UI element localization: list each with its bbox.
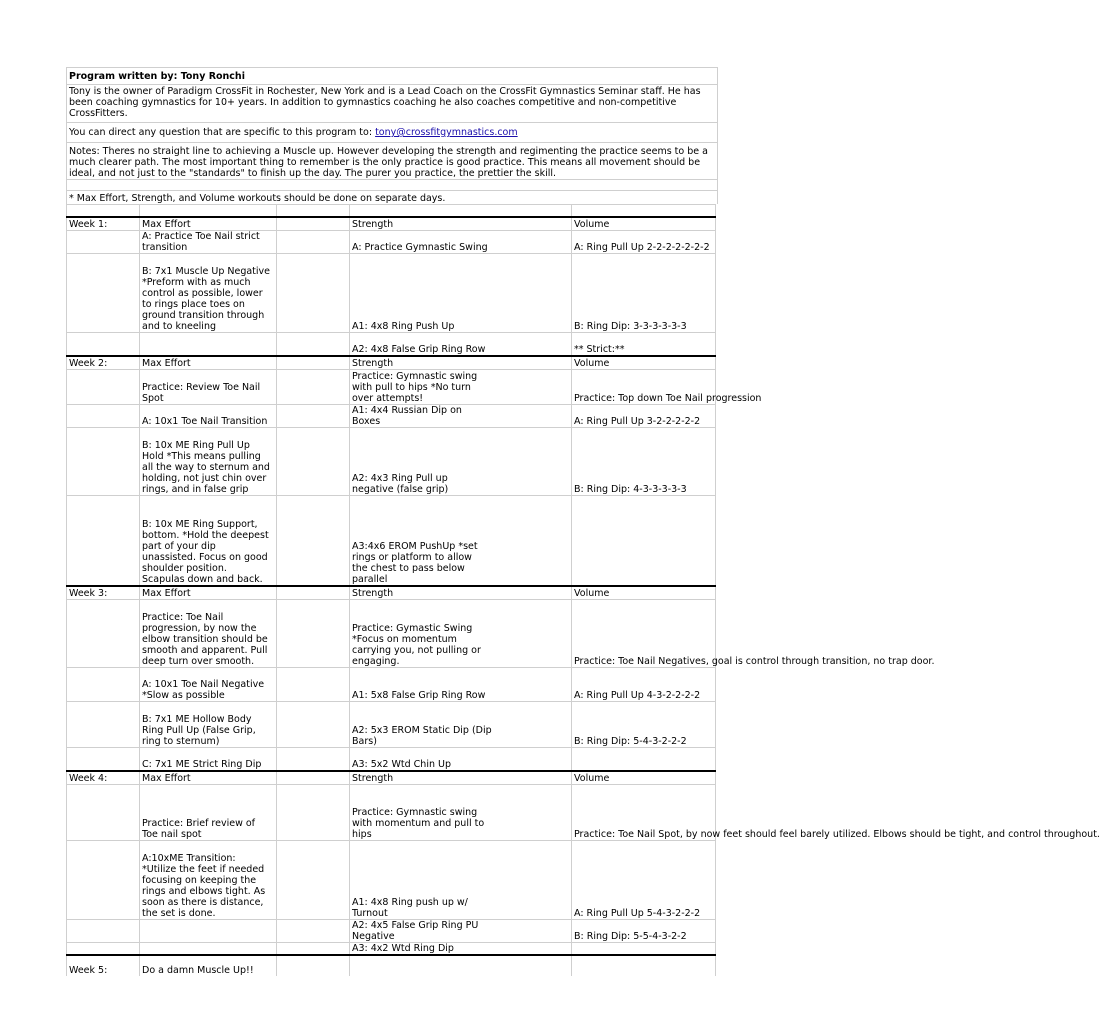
week-cell	[66, 254, 139, 332]
strength-cell	[349, 956, 571, 976]
strength-cell: A2: 4x5 False Grip Ring PU Negative	[349, 920, 571, 942]
max-effort-cell: B: 10x ME Ring Pull Up Hold *This means pulling all the way to sternum and holding, not just chin over rings, and in false grip	[139, 428, 276, 495]
spacer-cell	[276, 496, 349, 585]
volume-cell: Practice: Toe Nail Negatives, goal is control through transition, no trap door.	[571, 600, 716, 667]
volume-cell: A: Ring Pull Up 3-2-2-2-2-2	[571, 405, 716, 427]
max-effort-cell: Practice: Brief review of Toe nail spot	[139, 785, 276, 840]
max-effort-cell: A: Practice Toe Nail strict transition	[139, 231, 276, 253]
table-row	[66, 942, 716, 954]
max-effort-cell: A: 10x1 Toe Nail Negative *Slow as possible	[139, 668, 276, 701]
max-effort-cell: Do a damn Muscle Up!!	[139, 956, 276, 976]
week-cell	[66, 205, 139, 216]
spacer-cell	[276, 231, 349, 253]
volume-cell: Practice: Top down Toe Nail progression	[571, 370, 716, 404]
max-effort-cell: Max Effort	[139, 772, 276, 784]
volume-cell: Volume	[571, 218, 716, 230]
spacer-cell	[276, 956, 349, 976]
spacer-cell	[276, 748, 349, 770]
week-cell	[66, 785, 139, 840]
table-row	[66, 204, 716, 216]
strength-cell: A2: 4x8 False Grip Ring Row	[349, 333, 571, 355]
spacer-cell	[276, 218, 349, 230]
max-effort-cell: B: 7x1 Muscle Up Negative *Preform with as much control as possible, lower to rings place toes on ground transition through and to kneeling	[139, 254, 276, 332]
strength-cell: A3: 4x2 Wtd Ring Dip	[349, 943, 571, 954]
volume-cell	[571, 748, 716, 770]
volume-cell: ** Strict:**	[571, 333, 716, 355]
spacer-cell	[276, 668, 349, 701]
strength-cell: Practice: Gymnastic swing with pull to hips *No turn over attempts!	[349, 370, 571, 404]
max-effort-cell: B: 10x ME Ring Support, bottom. *Hold the deepest part of your dip unassisted. Focus on good shoulder position. Scapulas down and back.	[139, 496, 276, 585]
week-cell	[66, 943, 139, 954]
max-effort-cell	[139, 205, 276, 216]
table-row	[66, 954, 716, 976]
table-row	[66, 784, 1100, 840]
week-cell	[66, 841, 139, 919]
week-cell	[66, 370, 139, 404]
max-effort-cell	[139, 943, 276, 954]
max-effort-cell	[139, 333, 276, 355]
table-row	[66, 667, 716, 701]
week-cell: Week 2:	[66, 357, 139, 369]
strength-cell: A: Practice Gymnastic Swing	[349, 231, 571, 253]
week-cell	[66, 428, 139, 495]
volume-cell: A: Ring Pull Up 2-2-2-2-2-2-2	[571, 231, 716, 253]
volume-cell: A: Ring Pull Up 4-3-2-2-2-2	[571, 668, 716, 701]
strength-cell: A2: 5x3 EROM Static Dip (Dip Bars)	[349, 702, 571, 747]
strength-cell: Strength	[349, 772, 571, 784]
volume-cell: Volume	[571, 772, 716, 784]
table-row	[66, 355, 716, 369]
strength-cell: Practice: Gymastic Swing *Focus on momentum carrying you, not pulling or engaging.	[349, 600, 571, 667]
volume-cell: B: Ring Dip: 5-5-4-3-2-2	[571, 920, 716, 942]
volume-cell	[571, 205, 716, 216]
table-row	[66, 404, 716, 427]
spacer-cell	[276, 920, 349, 942]
table-row	[66, 585, 716, 599]
volume-cell	[571, 496, 716, 585]
week-cell: Week 4:	[66, 772, 139, 784]
volume-cell: Volume	[571, 357, 716, 369]
week-cell	[66, 668, 139, 701]
strength-cell	[349, 205, 571, 216]
spacer-cell	[276, 205, 349, 216]
spacer-cell	[276, 428, 349, 495]
table-row	[66, 919, 716, 942]
volume-cell: A: Ring Pull Up 5-4-3-2-2-2	[571, 841, 716, 919]
author-line: Program written by: Tony Ronchi	[67, 67, 717, 84]
week-cell	[66, 748, 139, 770]
table-row	[66, 599, 935, 667]
table-row	[66, 427, 716, 495]
strength-cell: Practice: Gymnastic swing with momentum and pull to hips	[349, 785, 571, 840]
week-cell	[66, 600, 139, 667]
max-effort-cell: Max Effort	[139, 218, 276, 230]
volume-cell: B: Ring Dip: 4-3-3-3-3-3	[571, 428, 716, 495]
week-cell	[66, 231, 139, 253]
volume-cell: B: Ring Dip: 5-4-3-2-2-2	[571, 702, 716, 747]
max-effort-cell: C: 7x1 ME Strict Ring Dip	[139, 748, 276, 770]
notes-text: Notes: Theres no straight line to achieving a Muscle up. However developing the strength and regimenting the practice seems to be a much clearer path. The most important thing to remember is the only practice is good practice. This means all movement should be ideal, and not just to the "standards" to finish up the day. The purer you practice, the prettier the skill.	[67, 142, 717, 179]
week-cell	[66, 920, 139, 942]
week-cell	[66, 702, 139, 747]
week-cell: Week 3:	[66, 587, 139, 599]
max-effort-cell: A: 10x1 Toe Nail Transition	[139, 405, 276, 427]
week-cell	[66, 496, 139, 585]
week-cell	[66, 405, 139, 427]
spacer-cell	[276, 943, 349, 954]
max-effort-cell: A:10xME Transition: *Utilize the feet if needed focusing on keeping the rings and elbows tight. As soon as there is distance, the set is done.	[139, 841, 276, 919]
max-effort-cell: Max Effort	[139, 357, 276, 369]
table-row	[66, 369, 762, 404]
volume-cell: Practice: Toe Nail Spot, by now feet should feel barely utilized. Elbows should be tight, and control throughout.	[571, 785, 716, 840]
volume-cell	[571, 956, 716, 976]
separate-days-note: * Max Effort, Strength, and Volume workouts should be done on separate days.	[67, 190, 717, 204]
max-effort-cell: Practice: Review Toe Nail Spot	[139, 370, 276, 404]
spacer-cell	[276, 405, 349, 427]
spacer-cell	[276, 357, 349, 369]
spacer-cell	[276, 587, 349, 599]
spacer-cell	[276, 785, 349, 840]
spacer-cell	[276, 841, 349, 919]
spacer-cell	[276, 370, 349, 404]
bio-text: Tony is the owner of Paradigm CrossFit in Rochester, New York and is a Lead Coach on the CrossFit Gymnastics Seminar staff. He has been coaching gymnastics for 10+ years. In addition to gymnastics coaching he also coaches competitive and non-competitive CrossFitters.	[67, 84, 717, 122]
strength-cell: A1: 4x8 Ring push up w/ Turnout	[349, 841, 571, 919]
spacer-cell	[276, 333, 349, 355]
table-row	[66, 840, 716, 919]
table-row	[66, 747, 716, 770]
week-cell: Week 5:	[66, 956, 139, 976]
week-cell	[66, 333, 139, 355]
strength-cell: A2: 4x3 Ring Pull up negative (false grip)	[349, 428, 571, 495]
strength-cell: Strength	[349, 357, 571, 369]
volume-cell: B: Ring Dip: 3-3-3-3-3-3	[571, 254, 716, 332]
strength-cell: A3:4x6 EROM PushUp *set rings or platform to allow the chest to pass below parallel	[349, 496, 571, 585]
max-effort-cell: B: 7x1 ME Hollow Body Ring Pull Up (False Grip, ring to sternum)	[139, 702, 276, 747]
strength-cell: A1: 4x4 Russian Dip on Boxes	[349, 405, 571, 427]
contact-line	[67, 122, 717, 142]
table-row	[66, 770, 716, 784]
max-effort-cell: Practice: Toe Nail progression, by now the elbow transition should be smooth and apparent. Pull deep turn over smooth.	[139, 600, 276, 667]
program-header	[66, 67, 718, 204]
table-row	[66, 701, 716, 747]
volume-cell	[571, 943, 716, 954]
contact-email-link[interactable]: tony@crossfitgymnastics.com	[375, 127, 518, 138]
spacer-cell	[276, 702, 349, 747]
spacer-cell	[276, 600, 349, 667]
max-effort-cell	[139, 920, 276, 942]
spacer-cell	[276, 254, 349, 332]
max-effort-cell: Max Effort	[139, 587, 276, 599]
strength-cell: Strength	[349, 587, 571, 599]
strength-cell: A3: 5x2 Wtd Chin Up	[349, 748, 571, 770]
table-row	[66, 230, 716, 253]
strength-cell: Strength	[349, 218, 571, 230]
strength-cell: A1: 4x8 Ring Push Up	[349, 254, 571, 332]
blank-row	[67, 179, 717, 190]
table-row	[66, 332, 716, 355]
volume-cell: Volume	[571, 587, 716, 599]
workout-table	[66, 204, 1100, 976]
table-row	[66, 253, 716, 332]
spacer-cell	[276, 772, 349, 784]
contact-prefix: You can direct any question that are specific to this program to:	[69, 127, 376, 138]
week-cell: Week 1:	[66, 218, 139, 230]
table-row	[66, 495, 716, 585]
strength-cell: A1: 5x8 False Grip Ring Row	[349, 668, 571, 701]
table-row	[66, 216, 716, 230]
